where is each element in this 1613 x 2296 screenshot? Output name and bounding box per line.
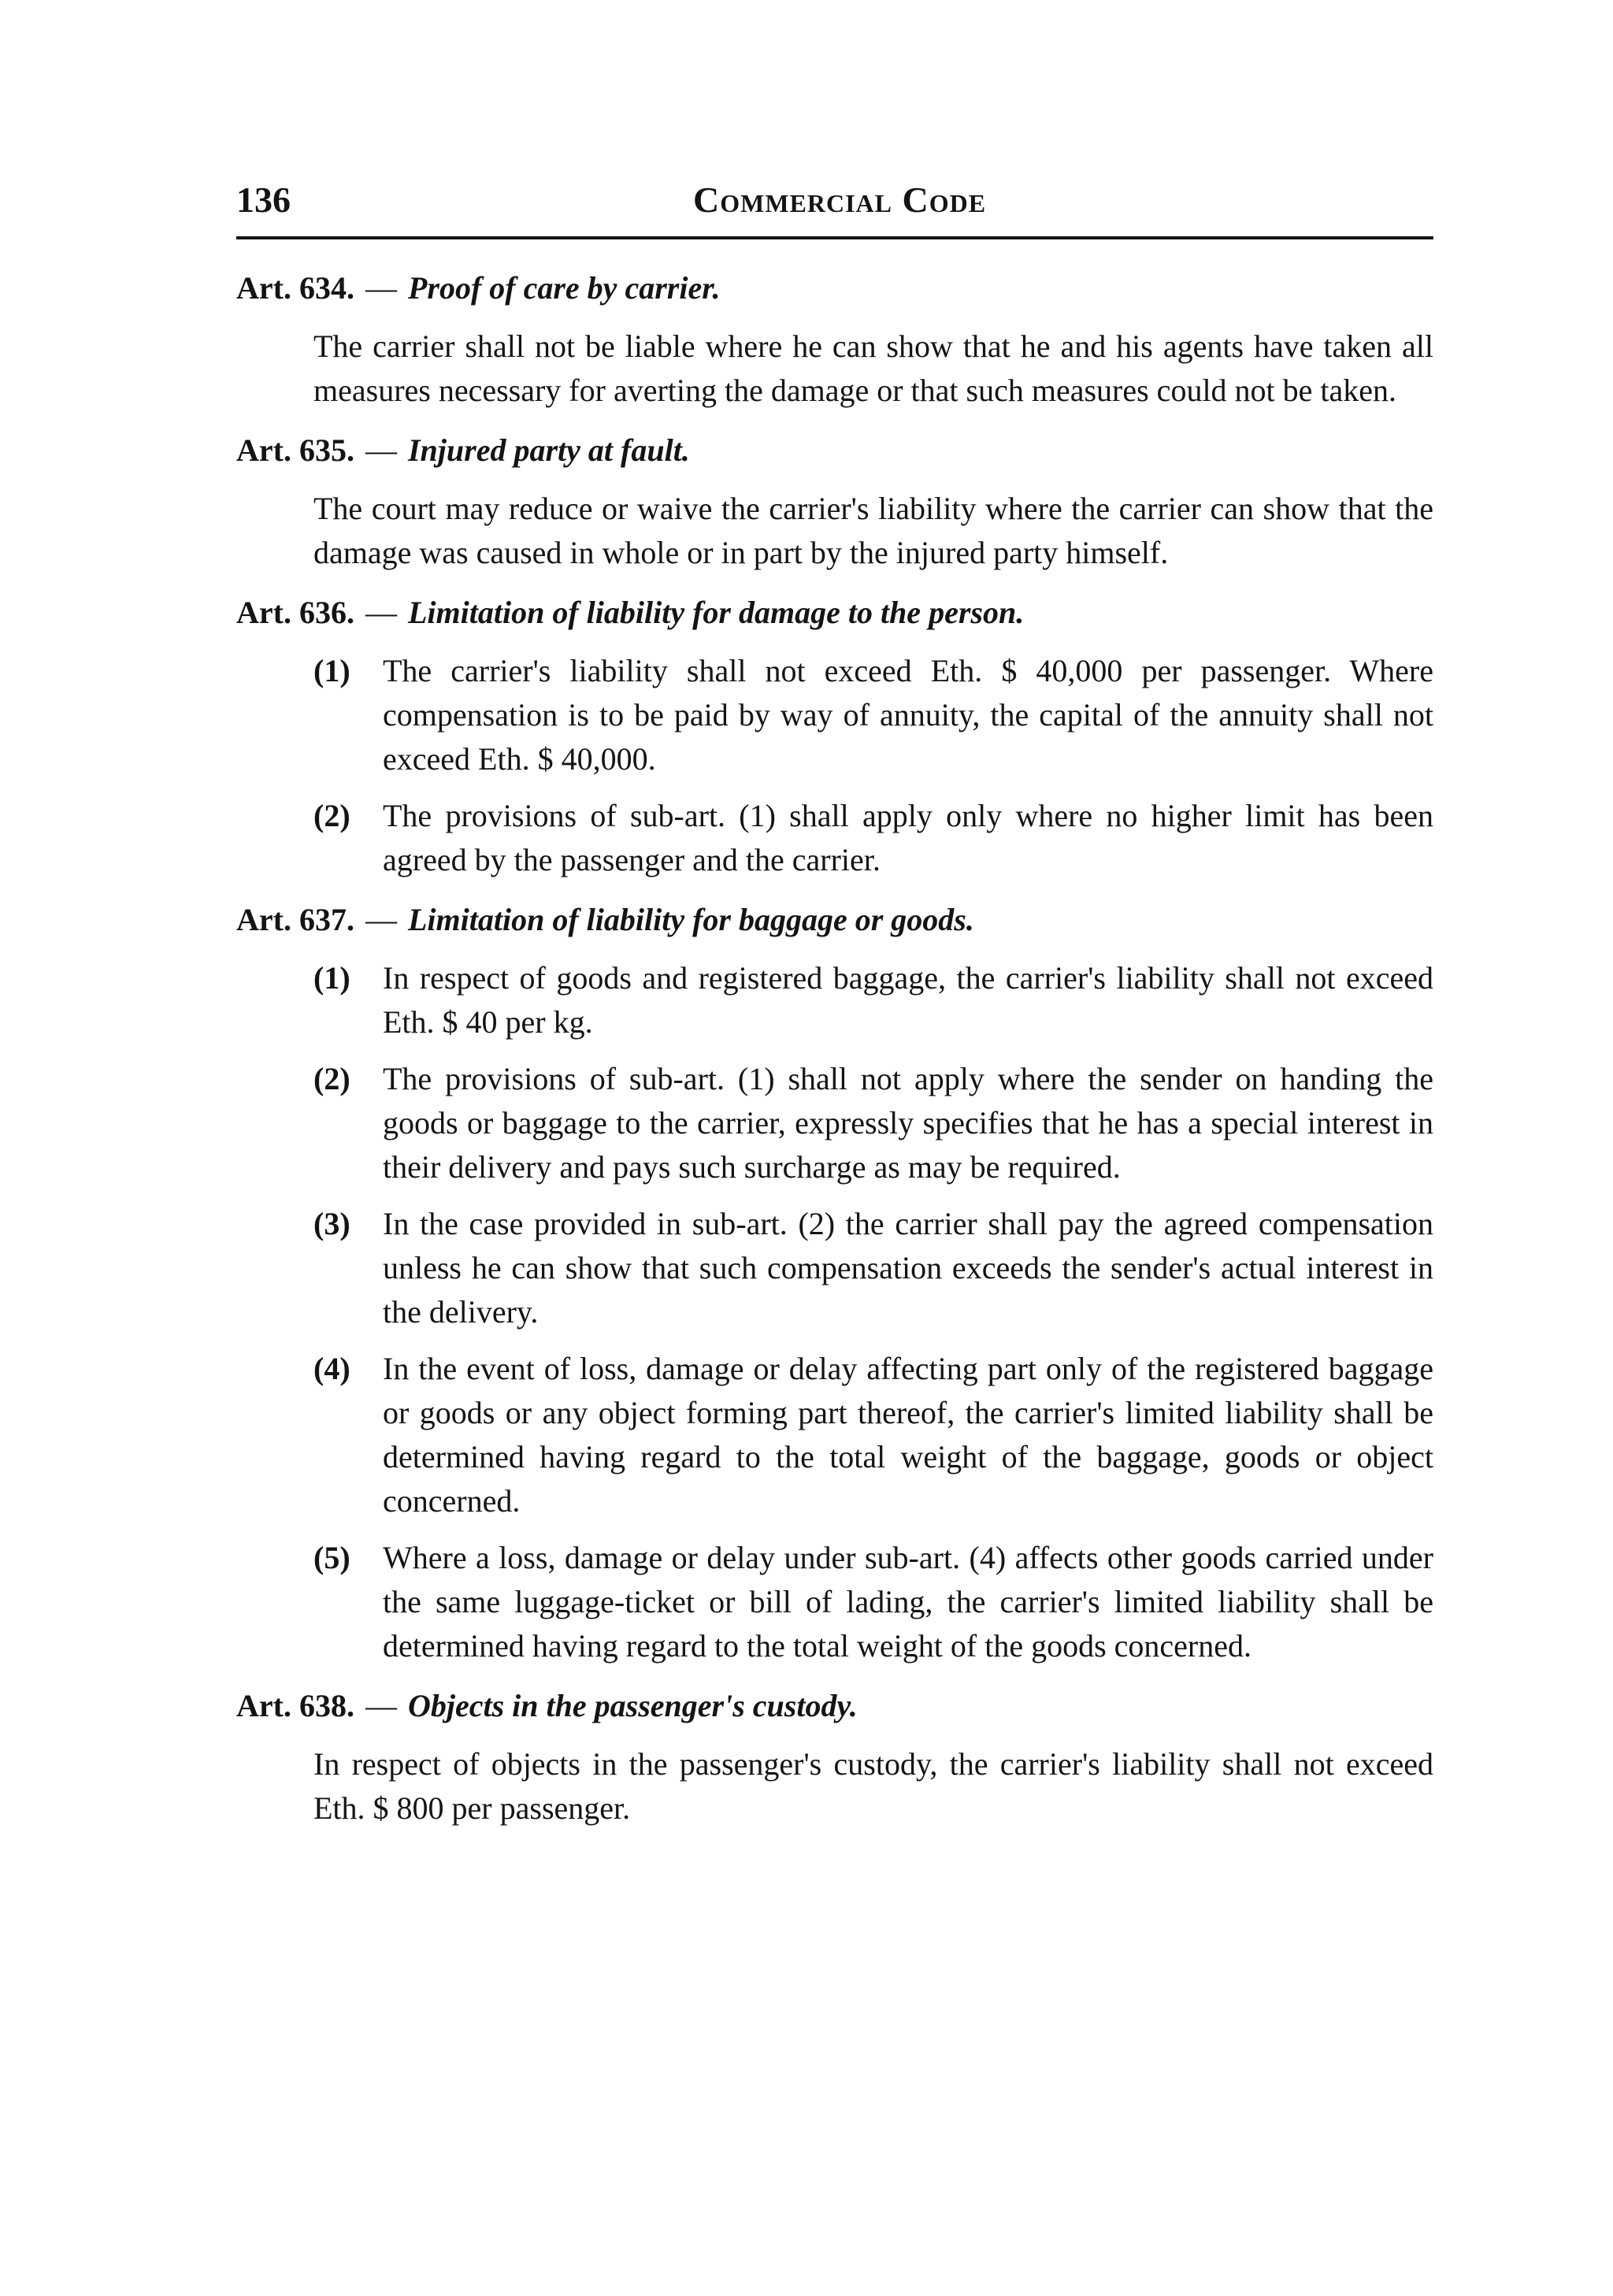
article-dash: — [365, 432, 397, 468]
body-text [236, 266, 1433, 1846]
article-634 [236, 266, 1433, 413]
article-636 [236, 591, 1433, 882]
sub-article [313, 649, 1433, 781]
sub-article-number: (2) [313, 1061, 350, 1096]
sub-article [313, 1347, 1433, 1523]
sub-article [313, 794, 1433, 882]
article-paragraph: In respect of objects in the passenger's custody, the carrier's liability shall not exceed Eth. $ 800 per passenger. [313, 1746, 1433, 1826]
article-638 [236, 1684, 1433, 1830]
article-title: Limitation of liability for damage to the person. [407, 595, 1025, 630]
article-number: Art. 636. [236, 595, 354, 630]
sub-article [313, 956, 1433, 1044]
header-rule [236, 236, 1433, 239]
article-number: Art. 635. [236, 432, 354, 468]
article-dash: — [365, 902, 397, 937]
sub-article-text: The carrier's liability shall not exceed Eth. $ 40,000 per passenger. Where compensation is to be paid by way of annuity, the capital of the annuity shall not exceed Eth. $ 40,000. [383, 653, 1433, 777]
article-heading [236, 1684, 1433, 1728]
sub-article-text: The provisions of sub-art. (1) shall apply only where no higher limit has been agreed by the passenger and the carrier. [383, 798, 1433, 877]
sub-article-text: In the event of loss, damage or delay affecting part only of the registered baggage or goods or any object forming part thereof, the carrier's limited liability shall be determined having regard to the total weight of the baggage, goods or object concerned. [383, 1351, 1433, 1519]
sub-article-text: In the case provided in sub-art. (2) the carrier shall pay the agreed compensation unless he can show that such compensation exceeds the sender's actual interest in the delivery. [383, 1206, 1433, 1330]
sub-article [313, 1057, 1433, 1189]
article-heading [236, 591, 1433, 635]
article-title: Objects in the passenger's custody. [407, 1688, 858, 1723]
article-number: Art. 637. [236, 902, 354, 937]
sub-article-number: (1) [313, 653, 350, 688]
article-paragraph: The court may reduce or waive the carrier's liability where the carrier can show that the damage was caused in whole or in part by the injured party himself. [313, 491, 1433, 570]
sub-article-number: (1) [313, 960, 350, 996]
article-heading [236, 428, 1433, 473]
sub-article-text: Where a loss, damage or delay under sub-art. (4) affects other goods carried under the same luggage-ticket or bill of lading, the carrier's limited liability shall be determined having regard to the total weight of the goods concerned. [383, 1540, 1433, 1664]
article-title: Proof of care by carrier. [407, 270, 721, 306]
sub-article-number: (5) [313, 1540, 350, 1575]
article-title: Injured party at fault. [407, 432, 690, 468]
article-dash: — [365, 595, 397, 630]
article-dash: — [365, 1688, 397, 1723]
sub-article-number: (2) [313, 798, 350, 833]
article-title: Limitation of liability for baggage or goods. [407, 902, 974, 937]
running-title: Commercial Code [693, 180, 987, 220]
sub-article-number: (4) [313, 1351, 350, 1386]
article-heading [236, 898, 1433, 942]
article-number: Art. 638. [236, 1688, 354, 1723]
sub-article-text: In respect of goods and registered baggage, the carrier's liability shall not exceed Eth. $ 40 per kg. [383, 960, 1433, 1040]
sub-article [313, 1202, 1433, 1334]
article-number: Art. 634. [236, 270, 354, 306]
article-heading [236, 266, 1433, 310]
sub-article [313, 1536, 1433, 1668]
article-635 [236, 428, 1433, 575]
article-637 [236, 898, 1433, 1668]
sub-article-text: The provisions of sub-art. (1) shall not apply where the sender on handing the goods or baggage to the carrier, expressly specifies that he has a special interest in their delivery and pays such surcharge as may be required. [383, 1061, 1433, 1185]
article-dash: — [365, 270, 397, 306]
article-paragraph: The carrier shall not be liable where he can show that he and his agents have taken all measures necessary for averting the damage or that such measures could not be taken. [313, 328, 1433, 408]
running-head [236, 176, 1433, 224]
page-number: 136 [236, 180, 291, 220]
sub-article-number: (3) [313, 1206, 350, 1241]
